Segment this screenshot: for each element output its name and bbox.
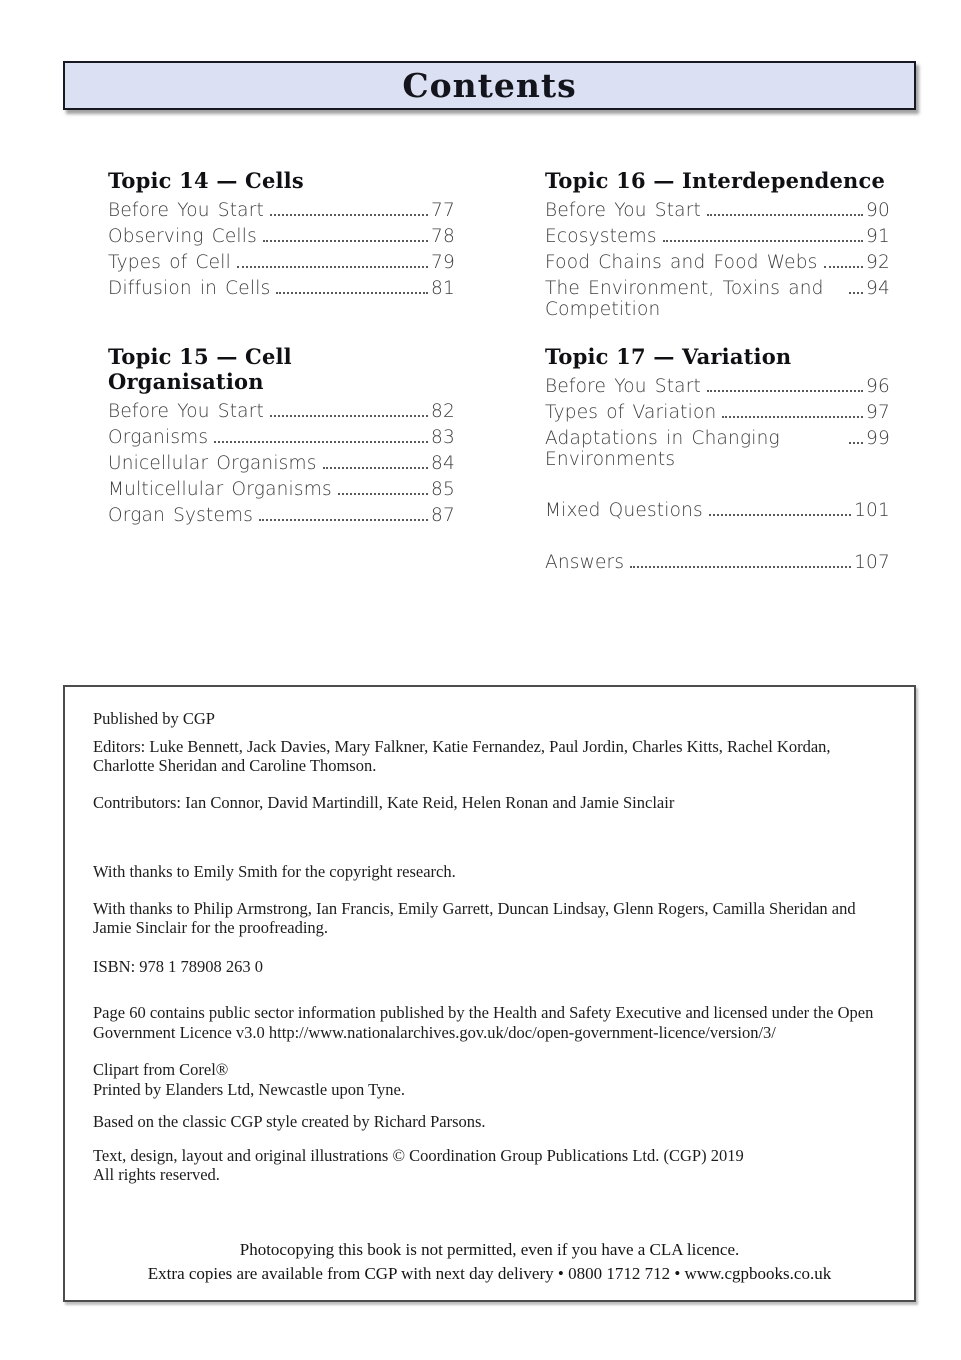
isbn-line: ISBN: 978 1 78908 263 0 bbox=[93, 956, 264, 976]
dot-leader bbox=[849, 292, 863, 294]
entry-page: 107 bbox=[854, 552, 890, 573]
dot-leader bbox=[722, 416, 863, 418]
entry-page: 78 bbox=[431, 226, 455, 247]
entry-page: 79 bbox=[431, 252, 455, 273]
toc-entry bbox=[108, 252, 455, 278]
dot-leader bbox=[270, 415, 428, 417]
thanks-copyright-line: With thanks to Emily Smith for the copyright research. bbox=[93, 862, 456, 881]
toc-entry bbox=[108, 479, 455, 505]
entry-page: 101 bbox=[854, 500, 890, 521]
clipart-line: Clipart from Corel® bbox=[93, 1060, 229, 1079]
dot-leader bbox=[707, 390, 863, 392]
entry-page: 94 bbox=[866, 278, 890, 299]
toc-section-topic-15 bbox=[108, 344, 455, 531]
dot-leader bbox=[663, 240, 863, 242]
toc-entry bbox=[545, 376, 890, 402]
entry-page: 92 bbox=[866, 252, 890, 273]
dot-leader bbox=[338, 493, 428, 495]
toc-entry bbox=[545, 252, 890, 278]
entry-label: Diffusion in Cells bbox=[108, 278, 271, 299]
entry-page: 82 bbox=[431, 401, 455, 422]
entry-label: Before You Start bbox=[545, 376, 701, 397]
entry-page: 90 bbox=[866, 200, 890, 221]
entry-page: 99 bbox=[866, 428, 890, 449]
dot-leader bbox=[237, 266, 428, 268]
dot-leader bbox=[323, 467, 428, 469]
dot-leader bbox=[259, 519, 428, 521]
published-by-line: Published by CGP bbox=[93, 709, 215, 728]
dot-leader bbox=[270, 214, 428, 216]
toc-entry bbox=[108, 453, 455, 479]
entry-page: 97 bbox=[866, 402, 890, 423]
toc-section-topic-16 bbox=[545, 168, 890, 320]
toc-entry-answers bbox=[545, 552, 890, 578]
entry-label: Before You Start bbox=[108, 200, 264, 221]
entry-page: 91 bbox=[866, 226, 890, 247]
dot-leader bbox=[824, 266, 864, 268]
toc-heading: Topic 14 — Cells bbox=[108, 168, 304, 193]
dot-leader bbox=[707, 214, 863, 216]
copyright-line: Text, design, layout and original illustrations © Coordination Group Publications Ltd. (CGP) 2019 bbox=[93, 1145, 744, 1165]
licence-line: Page 60 contains public sector information published by the Health and Safety Executive and licensed under the Open Government Licence v3.0 http://www.nationalarchives.gov.uk/doc/open-government-licence/version/3/ bbox=[93, 1003, 874, 1042]
contents-header-banner bbox=[63, 61, 916, 110]
toc-heading: Topic 17 — Variation bbox=[545, 344, 792, 369]
entry-label: Food Chains and Food Webs bbox=[545, 252, 818, 273]
toc-entry bbox=[545, 428, 890, 470]
toc-heading: Topic 15 — Cell Organisation bbox=[108, 344, 292, 394]
dot-leader bbox=[630, 566, 851, 568]
entry-label: Organisms bbox=[108, 427, 209, 448]
dot-leader bbox=[263, 240, 428, 242]
entry-page: 83 bbox=[431, 427, 455, 448]
toc-heading: Topic 16 — Interdependence bbox=[545, 168, 886, 193]
toc-entry bbox=[545, 200, 890, 226]
dot-leader bbox=[276, 292, 428, 294]
entry-label: Before You Start bbox=[545, 200, 701, 221]
colophon-box bbox=[63, 685, 916, 1302]
photocopying-notice: Photocopying this book is not permitted, even if you have a CLA licence. bbox=[239, 1240, 740, 1259]
toc-entry bbox=[108, 226, 455, 252]
entry-label: Before You Start bbox=[108, 401, 264, 422]
entry-label: Observing Cells bbox=[108, 226, 257, 247]
toc-entry bbox=[108, 200, 455, 226]
entry-page: 84 bbox=[431, 453, 455, 474]
entry-page: 87 bbox=[431, 505, 455, 526]
entry-page: 81 bbox=[431, 278, 455, 299]
dot-leader bbox=[709, 514, 851, 516]
entry-label: Multicellular Organisms bbox=[108, 479, 332, 500]
toc-entry bbox=[108, 278, 455, 304]
entry-label: Unicellular Organisms bbox=[108, 453, 317, 474]
toc-column-left bbox=[108, 168, 455, 531]
toc-section-topic-17 bbox=[545, 344, 890, 470]
entry-label: Answers bbox=[545, 552, 625, 573]
toc-entry bbox=[545, 402, 890, 428]
contributors-line: Contributors: Ian Connor, David Martindill, Kate Reid, Helen Ronan and Jamie Sinclair bbox=[93, 792, 675, 812]
entry-label: The Environment, Toxins and Competition bbox=[545, 278, 824, 320]
entry-label: Types of Variation bbox=[545, 402, 717, 423]
entry-label: Organ Systems bbox=[108, 505, 254, 526]
entry-page: 96 bbox=[866, 376, 890, 397]
dot-leader bbox=[214, 441, 428, 443]
extra-copies-line: Extra copies are available from CGP with next day delivery • 0800 1712 712 • www.cgpbooks.co.uk bbox=[147, 1264, 832, 1283]
dot-leader bbox=[849, 442, 863, 444]
rights-reserved-line: All rights reserved. bbox=[93, 1165, 220, 1184]
toc-entry-mixed-questions bbox=[545, 500, 890, 526]
thanks-proofreading-line: With thanks to Philip Armstrong, Ian Francis, Emily Garrett, Duncan Lindsay, Glenn Rogers, Camilla Sheridan and Jamie Sinclair for the proofreading. bbox=[93, 898, 856, 937]
toc-entry bbox=[108, 427, 455, 453]
entry-label: Mixed Questions bbox=[545, 500, 703, 521]
entry-label: Ecosystems bbox=[545, 226, 657, 247]
entry-page: 77 bbox=[431, 200, 455, 221]
toc-section-topic-14 bbox=[108, 168, 455, 304]
based-on-line: Based on the classic CGP style created by Richard Parsons. bbox=[93, 1112, 486, 1131]
printed-by-line: Printed by Elanders Ltd, Newcastle upon Tyne. bbox=[93, 1079, 405, 1099]
editors-line: Editors: Luke Bennett, Jack Davies, Mary Falkner, Katie Fernandez, Paul Jordin, Charles Kitts, Rachel Kordan, Charlotte Sheridan and Caroline Thomson. bbox=[93, 736, 831, 775]
colophon-footer bbox=[93, 1238, 886, 1286]
toc-column-right bbox=[545, 168, 890, 578]
entry-label: Adaptations in Changing Environments bbox=[545, 428, 780, 470]
entry-page: 85 bbox=[431, 479, 455, 500]
entry-label: Types of Cell bbox=[108, 252, 231, 273]
page-title: Contents bbox=[402, 66, 577, 105]
toc-entry bbox=[108, 505, 455, 531]
toc-entry bbox=[545, 278, 890, 320]
toc-entry bbox=[108, 401, 455, 427]
toc-entry bbox=[545, 226, 890, 252]
